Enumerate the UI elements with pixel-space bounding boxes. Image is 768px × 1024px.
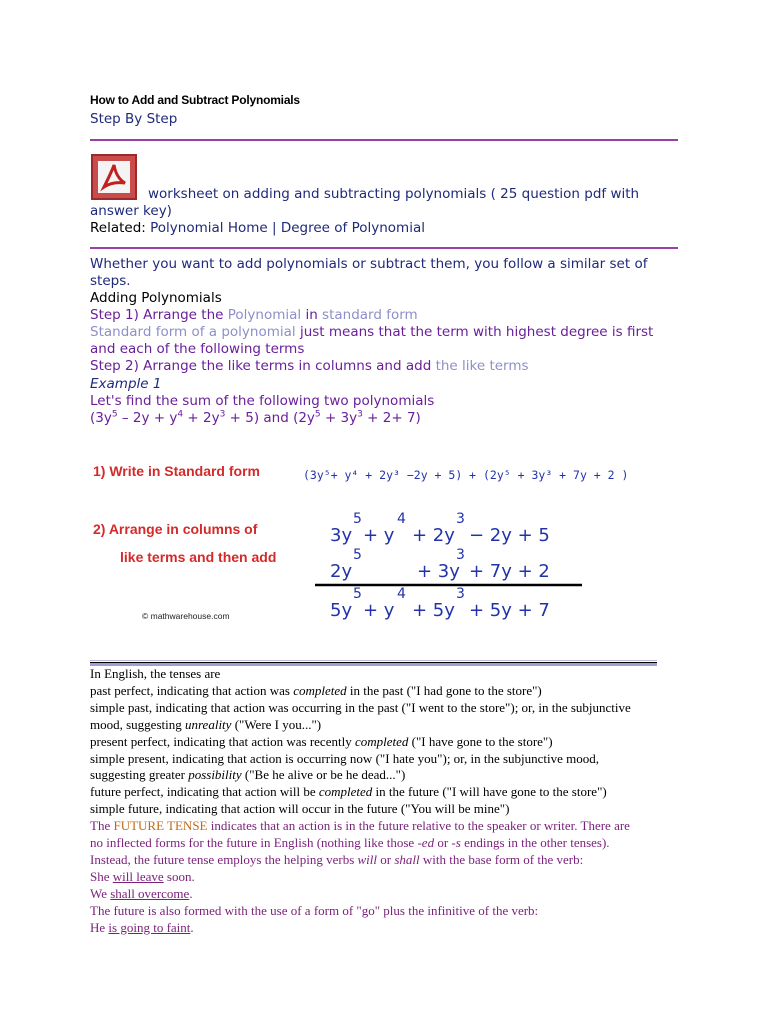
like-terms-link[interactable]: the like terms [435,358,529,374]
standard-form-polynomial-link[interactable]: Standard form of a polynomial [90,324,296,340]
degree-of-polynomial-link[interactable]: Degree of Polynomial [280,220,425,236]
svg-text:+ 3y: + 3y [417,561,460,582]
figure-standard-form-expression: (3y⁵+ y⁴ + 2y³ −2y + 5) + (2y⁵ + 3y³ + 7y + 2 ) [303,468,629,482]
polynomial-addition-figure [90,450,678,630]
future-example-1: She will leave soon. [90,868,195,884]
find-sum-text: Let's find the sum of the following two polynomials [90,393,435,409]
tense-simple-present-cont: suggesting greater possibility ("Be he alive or be he dead...") [90,767,406,783]
step2-line: Step 2) Arrange the like terms in columns and add the like terms [90,358,529,374]
tense-simple-future: simple future, indicating that action will occur in the future ("You will be mine") [90,801,510,817]
standard-form-link[interactable]: standard form [322,307,418,323]
svg-text:+ 5y + 7: + 5y + 7 [469,600,550,621]
future-example-2: We shall overcome. [90,885,193,901]
polynomial-expression: $(3y^5 - 2y + y^4 + 2y^3 + 5)$ and $(2y^5 + 3y^3 + 2+ 7)$ [90,409,421,426]
svg-text:3: 3 [456,586,465,602]
divider-middle [90,247,678,249]
svg-text:5: 5 [353,586,362,602]
svg-text:− 2y + 5: − 2y + 5 [469,525,550,546]
svg-text:5y: 5y [330,600,353,621]
future-tense-line-3: Instead, the future tense employs the helping verbs will or shall with the base form of the verb: [90,851,584,867]
svg-text:5: 5 [353,511,362,527]
svg-text:+ y: + y [363,600,395,621]
svg-text:5: 5 [353,547,362,563]
worksheet-link-wrap [90,203,690,220]
figure-step2-label-2: like terms and then add [120,549,277,565]
polynomial-home-link[interactable]: Polynomial Home [150,220,268,236]
tense-present-perfect: present perfect, indicating that action was recently completed ("I have gone to the store") [90,733,553,749]
tense-past-perfect: past perfect, indicating that action was completed in the past ("I had gone to the store") [90,682,542,698]
tense-intro: In English, the tenses are [90,666,221,681]
acrobat-logo-icon [98,161,130,193]
step1-line: Step 1) Arrange the Polynomial in standard form [90,307,418,323]
worksheet-link[interactable]: worksheet on adding and subtracting polynomials ( 25 question pdf with [148,186,640,202]
figure-column-sum [330,511,550,621]
figure-copyright: © mathwarehouse.com [142,611,230,621]
std-form-line-2: and each of the following terms [90,341,305,357]
tense-future-perfect: future perfect, indicating that action will be completed in the future ("I will have gone to the store") [90,784,607,800]
svg-text:4: 4 [397,586,406,602]
future-example-3: He is going to faint. [90,919,194,935]
polynomial-link[interactable]: Polynomial [227,307,302,323]
svg-text:+ 7y + 2: + 7y + 2 [469,561,550,582]
divider-top [90,139,678,141]
svg-text:3: 3 [456,511,465,527]
svg-text:3: 3 [456,547,465,563]
worksheet-link-cont[interactable]: answer key) [90,203,172,219]
svg-text:+ 2y: + 2y [412,525,455,546]
page-title: How to Add and Subtract Polynomials [90,93,300,107]
intro-text: Whether you want to add polynomials or subtract them, you follow a similar set of steps. [90,256,648,289]
svg-text:+ y: + y [363,525,395,546]
svg-text:3y: 3y [330,525,353,546]
figure-step2-label-1: 2) Arrange in columns of [93,521,258,537]
example-label: Example 1 [90,376,162,392]
page-subtitle: Step By Step [90,111,178,127]
tense-simple-past: simple past, indicating that action was occurring in the past ("I went to the store"); or, in the subjunctive [90,699,631,715]
figure-step1-label: 1) Write in Standard form [93,463,260,479]
adding-heading: Adding Polynomials [90,290,222,306]
related-line: Related: Polynomial Home | Degree of Polynomial [90,220,425,236]
pdf-icon[interactable] [91,154,137,200]
std-form-line: Standard form of a polynomial just means that the term with highest degree is first [90,324,654,340]
future-tense-line-2: no inflected forms for the future in English (nothing like those -ed or -s endings in the other tenses). [90,835,610,851]
future-tense-term: FUTURE TENSE [113,818,208,834]
svg-text:+ 5y: + 5y [412,600,455,621]
svg-text:2y: 2y [330,561,353,582]
tenses-section [90,666,690,937]
svg-text:4: 4 [397,511,406,527]
tense-simple-present: simple present, indicating that action is occurring now ("I hate you"); or, in the subjunctive mood, [90,750,600,766]
tense-simple-past-cont: mood, suggesting unreality ("Were I you...") [90,716,322,732]
future-tense-line-1: The FUTURE TENSE indicates that an action is in the future relative to the speaker or writer. There are [90,818,630,834]
future-go-line: The future is also formed with the use of a form of "go" plus the infinitive of the verb: [90,902,539,918]
